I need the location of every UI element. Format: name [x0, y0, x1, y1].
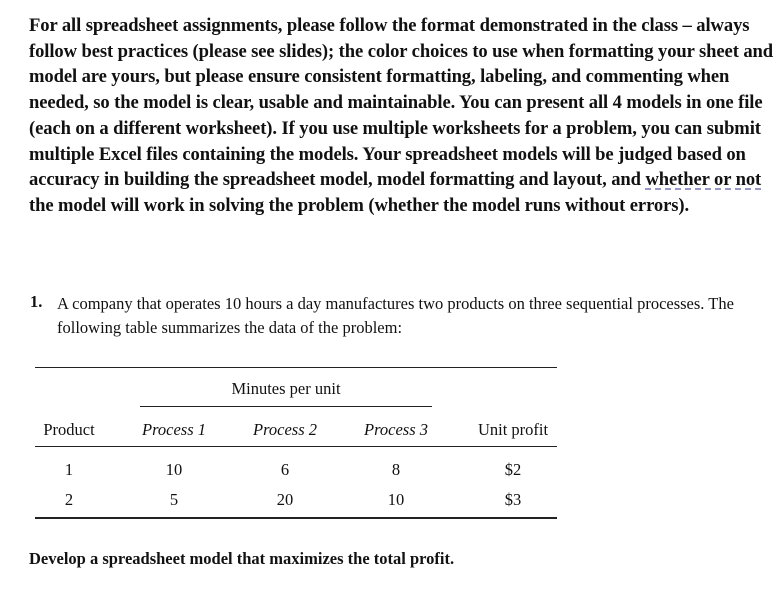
row-1-unit-profit: $2	[504, 460, 522, 479]
group-header-rule	[140, 406, 432, 407]
header-process-3: Process 3	[363, 420, 428, 439]
header-process-1: Process 1	[141, 420, 206, 439]
row-2-product: 2	[64, 490, 74, 509]
row-1-process-3: 8	[391, 460, 401, 479]
instructions-paragraph	[29, 13, 777, 219]
row-2-unit-profit: $3	[504, 490, 522, 509]
table-bottom-rule	[35, 517, 557, 519]
group-header: Minutes per unit	[231, 379, 341, 398]
row-2-process-3: 10	[387, 490, 405, 509]
question-number: 1.	[30, 292, 43, 311]
header-process-2: Process 2	[252, 420, 317, 439]
header-rule	[35, 446, 557, 447]
question-text: A company that operates 10 hours a day manufactures two products on three sequential processes. The following table summarizes the data of the problem:	[57, 294, 734, 337]
instructions-text-end: the model will work in solving the problem (whether the model runs without errors).	[29, 194, 690, 216]
header-product: Product	[43, 420, 95, 439]
row-2-process-2: 20	[276, 490, 294, 509]
instructions-text-start: For all spreadsheet assignments, please follow the format demonstrated in the class – always follow best practices (please see slides); the color choices to use when formatting your sheet and model are yours, but please ensure consistent formatting, labeling, and commenting when needed, so the model is clear, usable and maintainable. You can present all 4 models in one file (each on a different worksheet). If you use multiple worksheets for a problem, you can submit multiple Excel files containing the models. Your spreadsheet models will be judged based on accuracy in building the spreadsheet model, model formatting and layout, and	[29, 15, 774, 191]
row-2-process-1: 5	[169, 490, 179, 509]
table-top-rule	[35, 367, 557, 368]
spellcheck-flagged-phrase: whether or not	[645, 169, 762, 191]
task-instruction: Develop a spreadsheet model that maximizes the total profit.	[29, 549, 455, 568]
row-1-process-2: 6	[280, 460, 290, 479]
row-1-process-1: 10	[165, 460, 183, 479]
row-1-product: 1	[64, 460, 74, 479]
header-unit-profit: Unit profit	[477, 420, 549, 439]
